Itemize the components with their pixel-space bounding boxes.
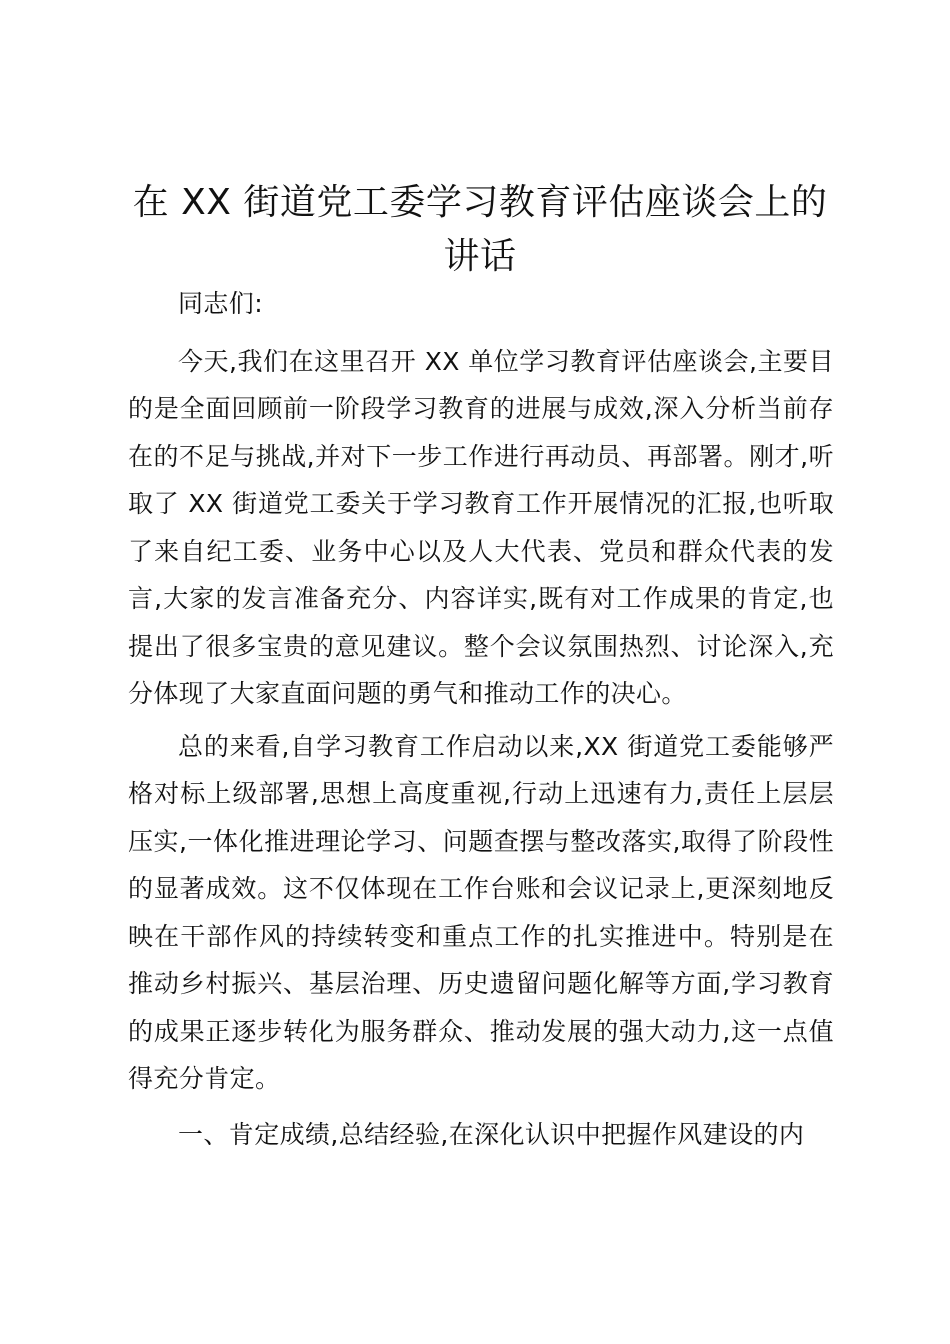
document-title: 在 XX 街道党工委学习教育评估座谈会上的讲话 <box>132 182 828 277</box>
paragraph-summary: 总的来看,自学习教育工作启动以来,XX 街道党工委能够严格对标上级部署,思想上高度重视,行动上迅速有力,责任上层层压实,一体化推进理论学习、问题查摆与整改落实,取得了阶段性的显著成效。这不仅体现在工作台账和会议记录上,更深刻地反映在干部作风的持续转变和重点工作的扎实推进中。特别是在推动乡村振兴、基层治理、历史遗留问题化解等方面,学习教育的成果正逐步转化为服务群众、推动发展的强大动力,这一点值得充分肯定。 <box>128 731 834 1093</box>
paragraph-intro: 今天,我们在这里召开 XX 单位学习教育评估座谈会,主要目的是全面回顾前一阶段学习教育的进展与成效,深入分析当前存在的不足与挑战,并对下一步工作进行再动员、再部署。刚才,听取了 XX 街道党工委关于学习教育工作开展情况的汇报,也听取了来自纪工委、业务中心以及人大代表、党员和群众代表的发言,大家的发言准备充分、内容详实,既有对工作成果的肯定,也提出了很多宝贵的意见建议。整个会议氛围热烈、讨论深入,充分体现了大家直面问题的勇气和推动工作的决心。 <box>128 346 834 708</box>
section-heading: 一、肯定成绩,总结经验,在深化认识中把握作风建设的内 <box>178 1119 805 1149</box>
greeting: 同志们: <box>178 289 264 318</box>
document-body <box>128 280 834 1158</box>
